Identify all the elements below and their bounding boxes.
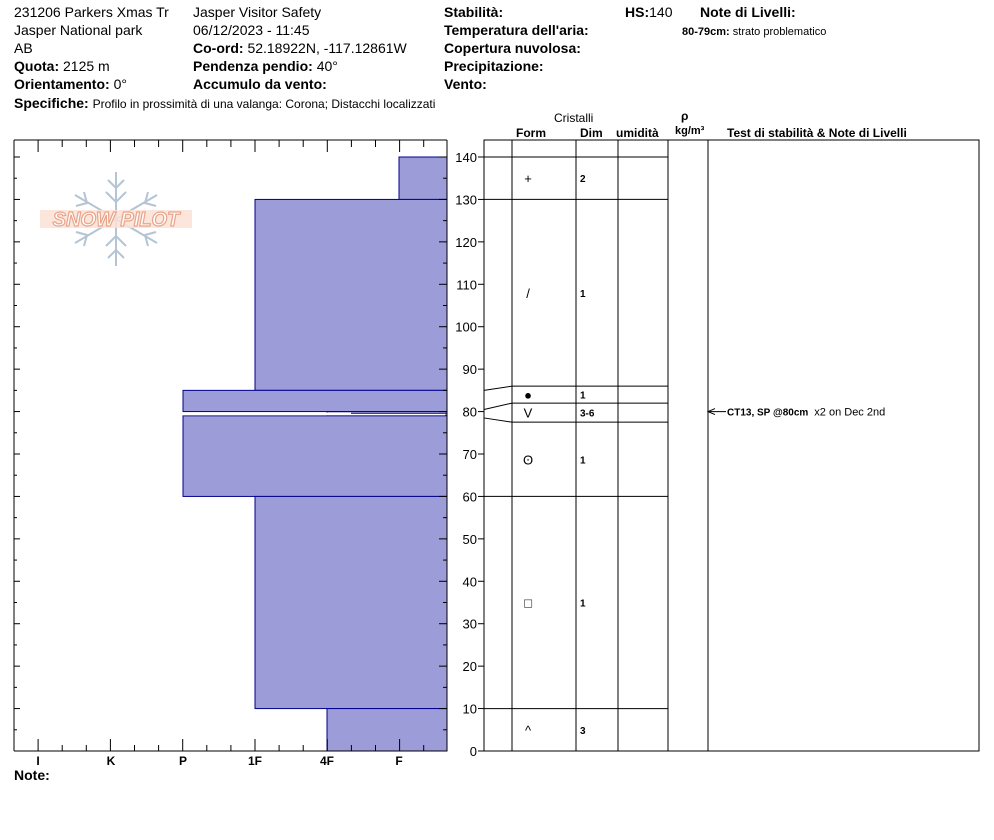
tests-header: Test di stabilità & Note di Livelli: [727, 126, 907, 140]
crystal-form-symbol: □: [524, 595, 532, 611]
wind-label: Vento:: [444, 76, 487, 92]
aspect-label: Orientamento:: [14, 76, 110, 92]
crystal-form-symbol: ●: [524, 387, 532, 403]
depth-connector: [484, 386, 512, 390]
rho-header: ρ: [681, 109, 689, 123]
depth-tick-label: 100: [455, 319, 477, 335]
hs-value: 140: [649, 4, 673, 20]
crystal-dim-label: 1: [580, 598, 586, 610]
province: AB: [14, 40, 33, 56]
stability-test-result: [727, 407, 885, 419]
depth-tick-label: 30: [462, 616, 477, 632]
coord-label: Co-ord:: [193, 40, 244, 56]
hardness-label: K: [106, 754, 116, 768]
air-temp-label: Temperatura dell'aria:: [444, 22, 589, 38]
stability-test-extra: x2 on Dec 2nd: [814, 406, 886, 419]
layer-notes-label: Note di Livelli:: [700, 4, 796, 20]
hs-label: HS:: [625, 4, 650, 20]
hardness-bar: [255, 496, 447, 708]
layer-note-text: strato problematico: [732, 26, 827, 38]
coord-value: 52.18922N, -117.12861W: [247, 40, 407, 56]
depth-connector: [484, 403, 512, 409]
depth-tick-label: 20: [462, 659, 477, 675]
stability-label: Stabilità:: [444, 4, 504, 20]
depth-tick-label: 90: [462, 362, 477, 378]
depth-tick-label: 110: [456, 277, 477, 293]
layer-note-range: 80-79cm:: [682, 26, 730, 38]
wind-loading-label: Accumulo da vento:: [193, 76, 327, 92]
density-unit-header: kg/m³: [675, 125, 705, 137]
stability-test-label: CT13, SP @80cm: [727, 407, 809, 419]
crystal-dim-label: 1: [580, 390, 586, 402]
depth-tick-label: 0: [469, 744, 477, 759]
crystal-dim-label: 3-6: [580, 408, 595, 420]
park-name: Jasper National park: [14, 22, 143, 38]
precip-label: Precipitazione:: [444, 58, 544, 74]
depth-tick-label: 70: [462, 447, 477, 462]
crystal-form-symbol: /: [526, 285, 530, 301]
hardness-label: I: [36, 754, 40, 768]
depth-tick-label: 50: [462, 531, 477, 547]
aspect-value: 0°: [113, 76, 127, 92]
crystals-header: Cristalli: [554, 111, 594, 125]
notes-label: Note:: [14, 767, 50, 783]
hardness-label: 4F: [319, 754, 335, 768]
form-header: Form: [516, 126, 546, 140]
moisture-header: umidità: [616, 126, 659, 140]
hardness-bar: [183, 390, 447, 411]
elevation-label: Quota:: [14, 58, 60, 74]
crystal-dim-label: 2: [580, 174, 586, 186]
hardness-label: F: [395, 754, 403, 768]
depth-tick-label: 40: [462, 574, 477, 590]
crystal-dim-label: 3: [580, 725, 586, 737]
specifics-value: Profilo in prossimità di una valanga: Corona; Distacchi localizzati: [92, 97, 436, 111]
crystal-form-symbol: V: [523, 405, 533, 421]
elevation-value: 2125 m: [63, 58, 110, 74]
cloud-label: Copertura nuvolosa:: [444, 40, 581, 56]
crystal-dim-label: 1: [580, 288, 586, 300]
depth-tick-label: 130: [455, 192, 477, 208]
depth-tick-label: 10: [462, 701, 477, 717]
depth-tick-label: 140: [455, 150, 477, 165]
depth-connector: [484, 418, 512, 422]
crystal-form-symbol: +: [524, 171, 532, 187]
hardness-bar: [399, 157, 447, 199]
depth-tick-label: 120: [455, 234, 477, 250]
observer: Jasper Visitor Safety: [193, 4, 322, 20]
hardness-label: P: [178, 754, 188, 768]
hardness-bar: [327, 709, 447, 751]
slope-label: Pendenza pendio:: [193, 58, 313, 74]
dim-header: Dim: [580, 126, 603, 140]
datetime: 06/12/2023 - 11:45: [193, 22, 310, 38]
crystal-dim-label: 1: [580, 455, 586, 467]
depth-tick-label: 60: [462, 489, 477, 505]
hardness-bar: [183, 416, 447, 497]
crystal-form-symbol: ʘ: [522, 452, 534, 468]
hardness-label: 1F: [247, 754, 263, 768]
specifics-label: Specifiche:: [14, 95, 89, 111]
crystal-form-symbol: ^: [524, 722, 532, 738]
slope-value: 40°: [316, 58, 338, 74]
hardness-bar: [255, 199, 447, 390]
snowpilot-logo-text: SNOW PILOT: [52, 209, 180, 231]
site-name: 231206 Parkers Xmas Tr: [14, 4, 169, 20]
crystal-frame: [484, 140, 979, 751]
depth-tick-label: 80: [462, 404, 477, 420]
